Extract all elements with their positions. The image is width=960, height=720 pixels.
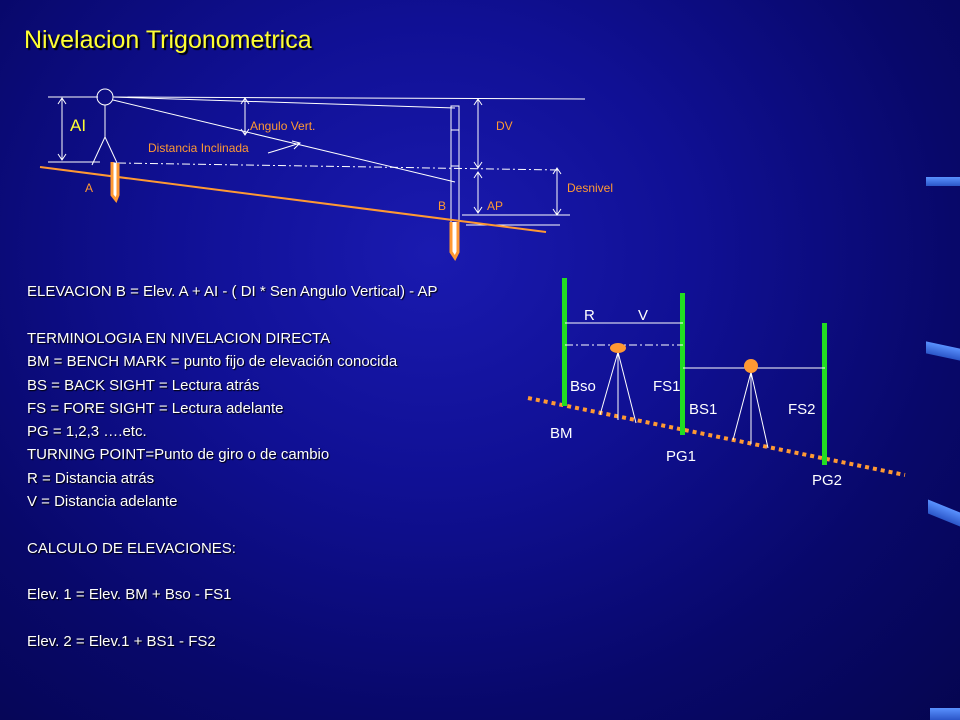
label-bs1: BS1 <box>689 401 718 418</box>
rod-pg2 <box>822 323 827 465</box>
label-b: B <box>438 199 447 213</box>
rod-pg1 <box>680 293 685 435</box>
label-ai: AI <box>70 116 87 135</box>
terminology-heading: TERMINOLOGIA EN NIVELACION DIRECTA <box>27 330 331 347</box>
turning-point-definition: TURNING POINT=Punto de giro o de cambio <box>27 446 330 463</box>
label-pg1: PG1 <box>666 448 697 465</box>
elev-1-formula: Elev. 1 = Elev. BM + Bso - FS1 <box>27 586 232 603</box>
label-dv: DV <box>496 119 513 133</box>
pg-definition: PG = 1,2,3 ….etc. <box>27 423 147 440</box>
label-desnivel: Desnivel <box>567 181 614 195</box>
level-instrument-1-icon <box>610 343 626 353</box>
label-pg2: PG2 <box>812 472 843 489</box>
fs-definition: FS = FORE SIGHT = Lectura adelante <box>27 400 284 417</box>
bm-definition: BM = BENCH MARK = punto fijo de elevación conocida <box>27 353 398 370</box>
label-a: A <box>85 181 94 195</box>
r-definition: R = Distancia atrás <box>27 470 155 487</box>
elev-2-formula: Elev. 2 = Elev.1 + BS1 - FS2 <box>27 633 216 650</box>
label-ap: AP <box>487 199 504 213</box>
label-angulo-vert: Angulo Vert. <box>250 119 316 133</box>
label-r: R <box>584 307 595 324</box>
label-fs2: FS2 <box>788 401 816 418</box>
label-fs1: FS1 <box>653 378 681 395</box>
calculation-heading: CALCULO DE ELEVACIONES: <box>27 540 236 557</box>
bs-definition: BS = BACK SIGHT = Lectura atrás <box>27 377 260 394</box>
elevation-formula: ELEVACION B = Elev. A + AI - ( DI * Sen Angulo Vertical) - AP <box>27 283 438 300</box>
label-v: V <box>638 307 649 324</box>
label-bso: Bso <box>570 378 596 395</box>
v-definition: V = Distancia adelante <box>27 493 178 510</box>
decor-bar-4 <box>930 708 960 720</box>
slide-title: Nivelacion Trigonometrica <box>24 26 312 54</box>
label-bm: BM <box>550 425 573 442</box>
rod-bm <box>562 278 567 406</box>
decor-bar-1 <box>926 177 960 186</box>
label-distancia-inclinada: Distancia Inclinada <box>148 141 249 155</box>
level-instrument-2-icon <box>744 359 758 373</box>
